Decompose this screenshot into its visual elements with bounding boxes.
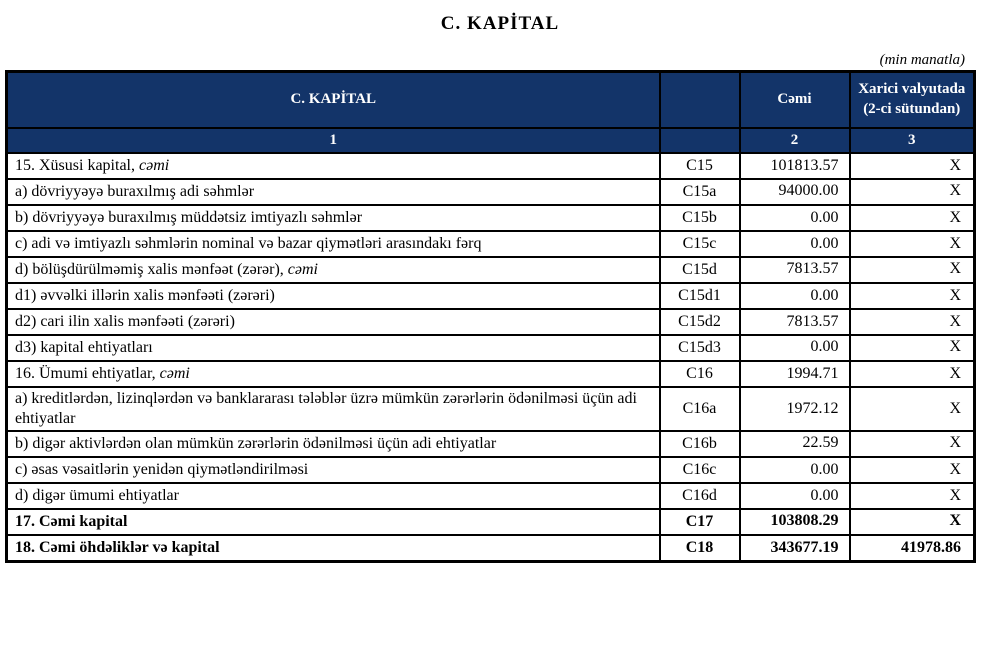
row-total-cell: 1994.71 xyxy=(740,361,850,387)
table-body xyxy=(7,153,975,561)
row-code-cell: C15d1 xyxy=(660,283,740,309)
row-code-cell: C16 xyxy=(660,361,740,387)
row-code-cell: C17 xyxy=(660,509,740,535)
row-label-italic-text: cəmi xyxy=(159,365,190,382)
row-total-cell: 94000.00 xyxy=(740,179,850,205)
row-label-cell xyxy=(7,361,660,387)
row-foreign-cell: 41978.86 xyxy=(850,535,975,561)
header-title-cell: C. KAPİTAL xyxy=(7,72,660,128)
row-code-cell: C15d xyxy=(660,257,740,283)
row-code-cell: C16d xyxy=(660,483,740,509)
table-row xyxy=(7,283,975,309)
table-row xyxy=(7,361,975,387)
row-label-cell xyxy=(7,205,660,231)
row-label-text: b) digər aktivlərdən olan mümkün zərərlərin ödənilməsi üçün adi ehtiyatlar xyxy=(15,435,497,452)
header-total-cell: Cəmi xyxy=(740,72,850,128)
index-cell-1: 1 xyxy=(7,128,660,154)
table-row xyxy=(7,231,975,257)
row-label-cell xyxy=(7,231,660,257)
row-label-text: 16. Ümumi ehtiyatlar, xyxy=(15,365,160,382)
row-label-text: d) bölüşdürülməmiş xalis mənfəət (zərər), xyxy=(15,261,288,278)
row-code-cell: C16a xyxy=(660,387,740,431)
table-row xyxy=(7,257,975,283)
row-code-cell: C18 xyxy=(660,535,740,561)
row-label-cell xyxy=(7,179,660,205)
table-header xyxy=(7,72,975,154)
row-foreign-cell: X xyxy=(850,205,975,231)
row-total-cell: 0.00 xyxy=(740,335,850,361)
row-label-text: c) əsas vəsaitlərin yenidən qiymətləndirilməsi xyxy=(15,461,309,478)
row-total-cell: 22.59 xyxy=(740,431,850,457)
unit-note: (min manatla) xyxy=(879,52,965,68)
table-header-row xyxy=(7,72,975,128)
row-foreign-cell: X xyxy=(850,179,975,205)
row-total-cell: 1972.12 xyxy=(740,387,850,431)
row-label-text: d2) cari ilin xalis mənfəəti (zərəri) xyxy=(15,313,235,330)
row-label-text: 15. Xüsusi kapital, xyxy=(15,157,139,174)
row-label-text: 17. Cəmi kapital xyxy=(15,513,128,530)
row-total-cell: 343677.19 xyxy=(740,535,850,561)
row-label-text: 18. Cəmi öhdəliklər və kapital xyxy=(15,538,220,556)
row-total-cell: 7813.57 xyxy=(740,309,850,335)
table-row xyxy=(7,309,975,335)
row-label-cell xyxy=(7,387,660,431)
table-row xyxy=(7,387,975,431)
row-label-cell xyxy=(7,283,660,309)
header-code-cell xyxy=(660,72,740,128)
row-label-text: a) kreditlərdən, lizinqlərdən və banklararası tələblər üzrə mümkün zərərlərin ödənilməsi üçün adi ehtiyatlar xyxy=(15,390,637,427)
table-row xyxy=(7,483,975,509)
table-row xyxy=(7,153,975,179)
row-label-cell xyxy=(7,535,660,561)
index-cell-3: 3 xyxy=(850,128,975,154)
table-row xyxy=(7,335,975,361)
row-total-cell: 103808.29 xyxy=(740,509,850,535)
table-row xyxy=(7,535,975,561)
row-code-cell: C15d2 xyxy=(660,309,740,335)
row-foreign-cell: X xyxy=(850,309,975,335)
table-row xyxy=(7,431,975,457)
table-row xyxy=(7,457,975,483)
row-label-text: b) dövriyyəyə buraxılmış müddətsiz imtiyazlı səhmlər xyxy=(15,209,363,226)
table-index-row xyxy=(7,128,975,154)
row-code-cell: C16c xyxy=(660,457,740,483)
row-foreign-cell: X xyxy=(850,335,975,361)
page-title: C. KAPİTAL xyxy=(440,13,560,34)
row-foreign-cell: X xyxy=(850,231,975,257)
row-foreign-cell: X xyxy=(850,153,975,179)
row-code-cell: C15a xyxy=(660,179,740,205)
row-code-cell: C15b xyxy=(660,205,740,231)
row-total-cell: 0.00 xyxy=(740,283,850,309)
row-foreign-cell: X xyxy=(850,509,975,535)
row-label-italic-text: cəmi xyxy=(139,157,170,174)
row-label-cell xyxy=(7,509,660,535)
row-total-cell: 0.00 xyxy=(740,205,850,231)
row-label-cell xyxy=(7,309,660,335)
row-label-text: d1) əvvəlki illərin xalis mənfəəti (zərəri) xyxy=(15,287,275,304)
index-cell-code xyxy=(660,128,740,154)
row-foreign-cell: X xyxy=(850,257,975,283)
row-label-cell xyxy=(7,335,660,361)
row-code-cell: C15d3 xyxy=(660,335,740,361)
index-cell-2: 2 xyxy=(740,128,850,154)
table-row xyxy=(7,179,975,205)
row-foreign-cell: X xyxy=(850,483,975,509)
row-label-cell xyxy=(7,431,660,457)
row-code-cell: C15 xyxy=(660,153,740,179)
row-foreign-cell: X xyxy=(850,431,975,457)
capital-table xyxy=(5,70,976,563)
row-label-cell xyxy=(7,153,660,179)
row-total-cell: 101813.57 xyxy=(740,153,850,179)
row-label-cell xyxy=(7,257,660,283)
row-total-cell: 0.00 xyxy=(740,457,850,483)
header-foreign-cell: Xarici valyutada (2-ci sütundan) xyxy=(850,72,975,128)
row-code-cell: C16b xyxy=(660,431,740,457)
table-row xyxy=(7,509,975,535)
row-code-cell: C15c xyxy=(660,231,740,257)
row-label-cell xyxy=(7,457,660,483)
row-foreign-cell: X xyxy=(850,387,975,431)
row-label-text: a) dövriyyəyə buraxılmış adi səhmlər xyxy=(15,183,255,200)
row-total-cell: 0.00 xyxy=(740,231,850,257)
row-foreign-cell: X xyxy=(850,361,975,387)
row-label-cell xyxy=(7,483,660,509)
row-label-text: c) adi və imtiyazlı səhmlərin nominal və bazar qiymətləri arasındakı fərq xyxy=(15,235,482,252)
table-row xyxy=(7,205,975,231)
row-foreign-cell: X xyxy=(850,457,975,483)
row-total-cell: 0.00 xyxy=(740,483,850,509)
row-total-cell: 7813.57 xyxy=(740,257,850,283)
row-foreign-cell: X xyxy=(850,283,975,309)
row-label-text: d) digər ümumi ehtiyatlar xyxy=(15,487,179,504)
row-label-italic-text: cəmi xyxy=(287,261,318,278)
row-label-text: d3) kapital ehtiyatları xyxy=(15,339,153,356)
